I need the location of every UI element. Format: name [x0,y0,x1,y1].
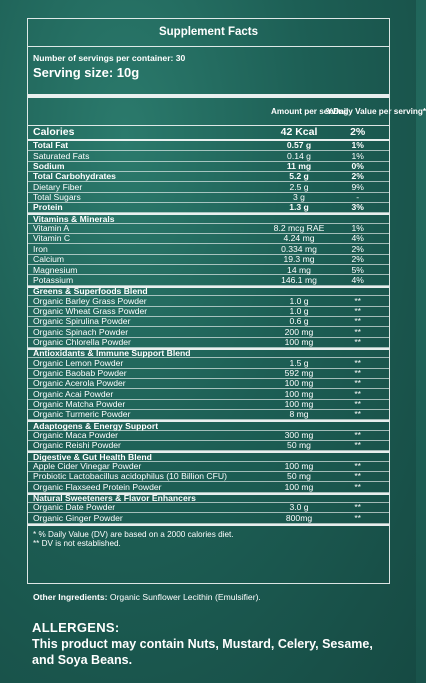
nutrient-row-name: Protein [33,202,63,213]
footnotes [28,524,389,549]
ingredient-row-amount: 100 mg [284,398,314,409]
ingredient-row-dv: 2% [351,254,364,265]
ingredient-row-amount: 19.3 mg [283,254,315,265]
ingredient-row-name: Vitamin C [33,233,71,244]
ingredient-row [28,244,389,254]
ingredient-row-dv: ** [354,471,362,482]
calories-dv: 2% [350,126,366,139]
ingredient-row [28,338,389,348]
nutrient-row-name: Dietary Fiber [33,181,83,192]
ingredient-row [28,265,389,275]
ingredient-row-amount: 1.5 g [289,357,309,368]
ingredient-row-amount: 0.334 mg [281,243,317,254]
ingredient-row-name: Organic Acerola Powder [33,378,126,389]
ingredient-row-amount: 100 mg [284,336,314,347]
ingredient-row-dv: ** [354,367,362,378]
nutrient-row-amount: 1.3 g [289,202,309,213]
ingredient-row-name: Probiotic Lactobacillus acidophilus (10 Billion CFU) [33,471,227,482]
ingredient-row-name: Organic Flaxseed Protein Powder [33,481,162,492]
column-header-row [28,98,426,126]
ingredient-row-name: Organic Turmeric Powder [33,409,131,420]
nutrient-row-dv: 1% [351,140,364,151]
ingredient-row [28,358,389,368]
section-header-title: Vitamins & Minerals [33,213,115,224]
nutrient-row-name: Total Fat [33,140,69,151]
nutrient-row-dv: 3% [351,202,364,213]
ingredient-row-amount: 3.0 g [289,502,309,513]
section-header-title: Antioxidants & Immune Support Blend [33,348,191,359]
ingredient-row-amount: 100 mg [284,481,314,492]
ingredient-row-dv: 5% [351,264,364,275]
ingredient-row-name: Calcium [33,254,65,265]
ingredient-row [28,255,389,265]
section-header-title: Digestive & Gut Health Blend [33,451,152,462]
section-header-title: Adaptogens & Energy Support [33,420,159,431]
ingredient-row-amount: 800mg [285,512,313,523]
column-header-amount: Amount per serving [271,106,349,116]
ingredient-row-name: Organic Acai Powder [33,388,114,399]
ingredient-row-name: Organic Ginger Powder [33,512,123,523]
nutrient-row-name: Saturated Fats [33,150,90,161]
ingredient-row [28,472,389,482]
ingredient-row [28,327,389,337]
footnote-dv-not-established: ** DV is not established. [33,539,121,549]
nutrient-row-amount: 3 g [293,192,305,203]
section-header [28,213,389,223]
ingredient-row-amount: 4.24 mg [283,233,315,244]
ingredient-row-name: Organic Reishi Powder [33,440,121,451]
ingredient-row-name: Vitamin A [33,223,70,234]
calories-amount: 42 Kcal [280,126,318,139]
ingredient-row-name: Organic Maca Powder [33,430,119,440]
ingredient-row [28,410,389,420]
section-header [28,286,389,296]
ingredient-row-name: Organic Barley Grass Powder [33,295,147,306]
nutrient-row [28,172,389,182]
ingredient-row-amount: 8 mg [289,409,309,420]
ingredient-row-amount: 200 mg [284,326,314,337]
ingredient-row [28,441,389,451]
ingredient-row-dv: ** [354,398,362,409]
other-ingredients-value: Organic Sunflower Lecithin (Emulsifier). [109,592,261,602]
ingredient-row-name: Organic Spinach Powder [33,326,129,337]
ingredient-row-dv: ** [354,461,362,472]
ingredient-row-name: Apple Cider Vinegar Powder [33,461,142,472]
ingredient-row [28,224,389,234]
calories-row [28,126,389,141]
ingredient-row-name: Iron [33,243,48,254]
nutrient-row [28,141,389,151]
nutrient-row-name: Total Carbohydrates [33,171,116,182]
ingredient-row-name: Potassium [33,274,74,285]
ingredient-row-amount: 1.0 g [289,305,309,316]
nutrient-row [28,193,389,203]
ingredient-row-dv: 4% [351,233,364,244]
nutrient-row-amount: 5.2 g [289,171,309,182]
ingredient-row-dv: ** [354,295,362,306]
ingredient-row-amount: 300 mg [284,430,314,440]
ingredient-row-dv: ** [354,316,362,327]
ingredient-row-name: Magnesium [33,264,78,275]
nutrient-row-name: Sodium [33,161,65,172]
ingredient-row-amount: 50 mg [287,471,311,482]
ingredient-row-name: Organic Baobab Powder [33,367,127,378]
ingredient-row-amount: 0.6 g [289,316,309,327]
ingredient-row-name: Organic Chlorella Powder [33,336,131,347]
ingredient-row [28,317,389,327]
section-header-title: Greens & Superfoods Blend [33,286,148,297]
ingredient-row-name: Organic Matcha Powder [33,398,126,409]
nutrient-row [28,182,389,192]
ingredient-row [28,482,389,492]
ingredient-row-dv: ** [354,440,362,451]
ingredient-row-amount: 100 mg [284,461,314,472]
ingredient-row-amount: 1.0 g [289,295,309,306]
ingredient-row-dv: 2% [351,243,364,254]
other-ingredients-label: Other Ingredients: [33,592,108,602]
allergens-text: This product may contain Nuts, Mustard, Celery, Sesame, and Soya Beans. [32,637,373,667]
nutrient-row-dv: 9% [351,181,364,192]
ingredient-row-amount: 14 mg [287,264,311,275]
ingredient-row-amount: 592 mg [284,367,314,378]
ingredient-row-dv: ** [354,388,362,399]
allergens-title: ALLERGENS: [32,620,120,635]
ingredient-row-dv: ** [354,481,362,492]
nutrient-row-amount: 0.14 g [287,150,311,161]
ingredient-row-dv: ** [354,430,362,440]
other-ingredients [33,592,261,602]
nutrient-row [28,151,389,161]
nutrient-row-dv: 2% [351,171,364,182]
ingredient-row-dv: ** [354,305,362,316]
nutrient-row-amount: 2.5 g [289,181,309,192]
ingredient-row-name: Organic Date Powder [33,502,116,513]
section-header [28,348,389,358]
ingredient-row-dv: ** [354,512,362,523]
ingredient-row-dv: ** [354,326,362,337]
ingredient-row-dv: ** [354,409,362,420]
ingredient-row [28,275,389,285]
nutrient-list [28,141,389,213]
nutrient-row-name: Total Sugars [33,192,81,203]
ingredient-row-dv: 4% [351,274,364,285]
ingredient-row-dv: ** [354,378,362,389]
nutrient-row-amount: 11 mg [286,161,312,172]
ingredient-row [28,513,389,523]
ingredient-row [28,234,389,244]
section-header-title: Natural Sweeteners & Flavor Enhancers [33,493,196,504]
ingredient-row-name: Organic Spirulina Powder [33,316,131,327]
nutrient-row-dv: - [356,192,360,203]
supplement-facts-panel [27,18,426,584]
ingredient-row-dv: ** [354,502,362,513]
column-header-dv: %Daily Value per serving* [326,106,426,116]
nutrient-row-dv: 0% [351,161,364,172]
ingredient-sections [28,213,389,523]
ingredient-row-name: Organic Lemon Powder [33,357,124,368]
nutrient-row-dv: 1% [351,150,364,161]
ingredient-row-amount: 100 mg [284,388,314,399]
nutrient-row-amount: 0.57 g [286,140,312,151]
panel-title: Supplement Facts [28,19,389,47]
ingredient-row-amount: 50 mg [287,440,311,451]
ingredient-row-amount: 146.1 mg [281,274,317,285]
ingredient-row-name: Organic Wheat Grass Powder [33,305,148,316]
ingredient-row-amount: 8.2 mcg RAE [273,223,325,234]
ingredient-row [28,296,389,306]
ingredient-row [28,503,389,513]
footnote-dv-basis: * % Daily Value (DV) are based on a 2000 calories diet. [33,529,234,539]
serving-size: Serving size: 10g [33,64,140,80]
ingredient-row-dv: 1% [351,223,364,234]
ingredient-row-dv: ** [354,336,362,347]
ingredient-row-dv: ** [354,357,362,368]
servings-per-container: Number of servings per container: 30 [33,53,186,63]
ingredient-row [28,379,389,389]
ingredient-row-amount: 100 mg [284,378,314,389]
calories-label: Calories [33,126,75,139]
nutrient-row [28,203,389,213]
servings-block [28,47,389,98]
